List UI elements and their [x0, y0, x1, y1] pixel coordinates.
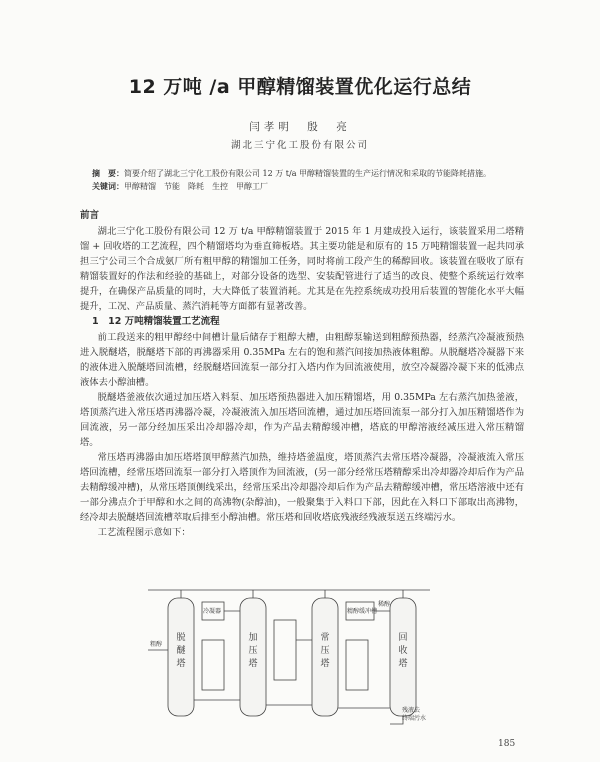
tank-box-3: [346, 640, 368, 690]
article-body: [80, 208, 524, 540]
tower-label-1: 脱醚塔: [176, 633, 186, 669]
dilute-label: 稀醇: [378, 601, 391, 608]
abstract-text: 简要介绍了湖北三宁化工股份有限公司 12 万 t/a 甲醇精馏装置的生产运行情况和采取的节能降耗措施。: [124, 169, 492, 178]
figure-caption: 工艺流程图示意如下：: [97, 527, 191, 538]
abstract-summary: [92, 167, 517, 180]
abstract-block: [92, 167, 517, 193]
tower-shape-3: [312, 598, 338, 716]
tower-shape-4: [390, 598, 416, 716]
tower-shape-2: [240, 598, 266, 716]
process-flow-svg: [140, 580, 440, 730]
tower-shape-1: [168, 598, 194, 716]
waste-label: 残液去终端污水: [402, 707, 427, 722]
tower-label-3: 常压塔: [320, 633, 330, 669]
keywords-text: 甲醇精馏 节能 降耗 生控 甲醇工厂: [124, 182, 268, 191]
article-affiliation: 湖北三宁化工股份有限公司: [230, 140, 369, 151]
tank-box-2: [274, 620, 296, 680]
tower-top-pipes: [181, 590, 403, 598]
section-1-heading: 1 12 万吨精馏装置工艺流程: [92, 316, 220, 327]
preface-heading: 前言: [80, 210, 100, 221]
buffer-label: 精醇缓冲槽: [347, 608, 378, 615]
body-paragraph-2: 脱醚塔釜液依次通过加压塔入料泵、加压塔预热器进入加压精馏塔，用 0.35MPa 左右蒸汽加热釜液，塔顶蒸汽进入常压塔再沸器冷凝，冷凝液流入加压塔回流槽，通过加压塔回流泵一部分打入加压精馏塔作为回流液，另一部分经加压采出冷却器冷却，作为产品去精醇缓冲槽，塔底的甲醇溶液经减压进入常压精馏塔。: [80, 392, 524, 448]
abstract-label: 摘 要：: [92, 169, 124, 178]
keywords-label: 关键词：: [92, 182, 124, 191]
process-flow-diagram: [140, 580, 440, 730]
preface-paragraph: 湖北三宁化工股份有限公司 12 万 t/a 甲醇精馏装置于 2015 年 1 月建成投入运行，该装置采用二塔精馏 + 回收塔的工艺流程，四个精馏塔均为垂直筛板塔。其主要功能是和原有的 15 万吨精馏装置一起共同承担三宁公司三个合成氨厂所有粗甲醇的精馏加工任务，同时将前工段产生的稀醇回收。该装置在吸收了原有精馏装置好的作法和经验的基础上，对部分设备的选型、安装配管进行了适当的改良、使整个系统运行效率提升，在确保产品质量的同时，大大降低了装置消耗。尤其是在先控系统成功投用后装置的智能化水平大幅提升，工况、产品质量、蒸汽消耗等方面都有显著改善。: [80, 226, 524, 312]
body-paragraph-3: 常压塔再沸器由加压塔塔顶甲醇蒸汽加热，维持塔釜温度，塔顶蒸汽去常压塔冷凝器，冷凝液流入常压塔回流槽，经常压塔回流泵一部分打入塔顶作为回流液，(另一部分经常压塔精醇采出冷却器冷却后作为产品去精醇缓冲槽)，从常压塔顶侧线采出，经常压采出冷却器冷却后作为产品去精醇缓冲槽，常压塔溶液中还有一部分沸点介于甲醇和水之间的高沸物(杂醇油)，一般聚集于入料口下部，因此在入料口下部取出高沸物，经冷却去脱醚塔回流槽萃取后排至小醇油槽。常压塔和回收塔底残液经残液泵送五终端污水。: [80, 452, 524, 523]
condenser-label: 冷凝器: [203, 608, 222, 615]
body-paragraph-1: 前工段送来的粗甲醇经中间槽计量后储存于粗醇大槽，由粗醇泵输送到粗醇预热器，经蒸汽冷凝液预热进入脱醚塔，脱醚塔下部的再沸器采用 0.35MPa 左右的饱和蒸汽间接加热液体粗醇。从脱醚塔冷凝器下来的液体进入脱醚塔回流槽，经脱醚塔回流泵一部分打入塔内作为回流液使用，放空冷凝器冷凝下来的低沸点液体去小醇油槽。: [80, 332, 524, 388]
tank-box-1: [202, 640, 224, 690]
page-number: 185: [498, 739, 516, 749]
keywords-line: [92, 180, 517, 193]
tower-label-2: 加压塔: [248, 633, 258, 669]
article-authors: 闫孝明 殷 亮: [249, 121, 351, 133]
article-title: 12 万吨 /a 甲醇精馏装置优化运行总结: [128, 76, 472, 98]
tower-label-4: 回收塔: [398, 633, 408, 669]
feed-label: 粗醇: [150, 641, 163, 648]
